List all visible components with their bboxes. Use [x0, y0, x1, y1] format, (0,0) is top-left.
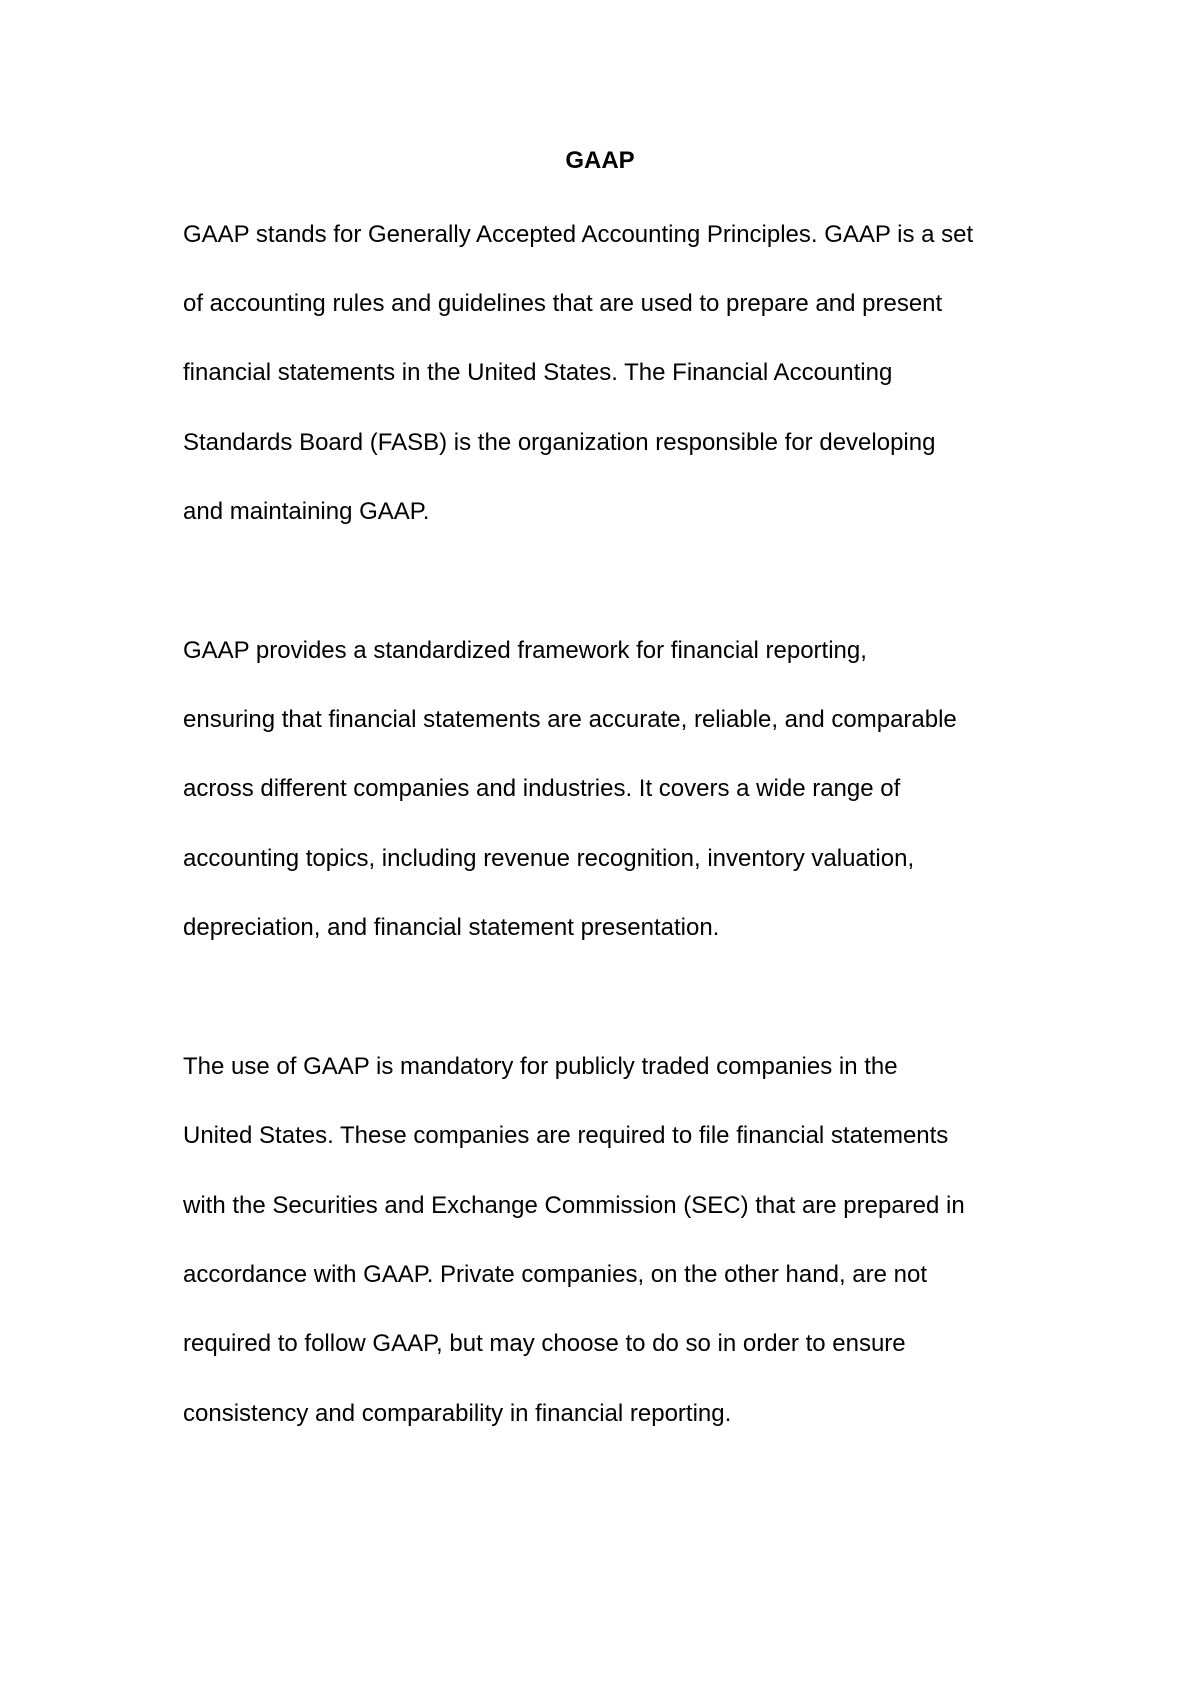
paragraph-1-line-2: of accounting rules and guidelines that are used to prepare and present: [183, 290, 943, 317]
document-title: GAAP: [565, 147, 635, 174]
paragraph-1-line-1: GAAP stands for Generally Accepted Accounting Principles. GAAP is a set: [183, 221, 974, 248]
paragraph-2-line-1: GAAP provides a standardized framework for financial reporting,: [183, 637, 867, 664]
paragraph-3-line-3: with the Securities and Exchange Commission (SEC) that are prepared in: [183, 1192, 965, 1219]
paragraph-3-line-2: United States. These companies are required to file financial statements: [183, 1122, 949, 1149]
paragraph-2-line-5: depreciation, and financial statement presentation.: [183, 914, 720, 941]
paragraph-2-line-2: ensuring that financial statements are accurate, reliable, and comparable: [183, 706, 957, 733]
paragraph-3-line-1: The use of GAAP is mandatory for publicly traded companies in the: [183, 1053, 898, 1080]
paragraph-3-line-4: accordance with GAAP. Private companies, on the other hand, are not: [183, 1261, 927, 1288]
paragraph-1-line-5: and maintaining GAAP.: [183, 498, 430, 525]
paragraph-2-line-3: across different companies and industries. It covers a wide range of: [183, 775, 901, 802]
paragraph-1-line-3: financial statements in the United States. The Financial Accounting: [183, 359, 893, 386]
paragraph-1-line-4: Standards Board (FASB) is the organization responsible for developing: [183, 429, 936, 456]
paragraph-3-line-5: required to follow GAAP, but may choose to do so in order to ensure: [183, 1330, 906, 1357]
paragraph-3-line-6: consistency and comparability in financial reporting.: [183, 1400, 732, 1427]
paragraph-2-line-4: accounting topics, including revenue recognition, inventory valuation,: [183, 845, 915, 872]
